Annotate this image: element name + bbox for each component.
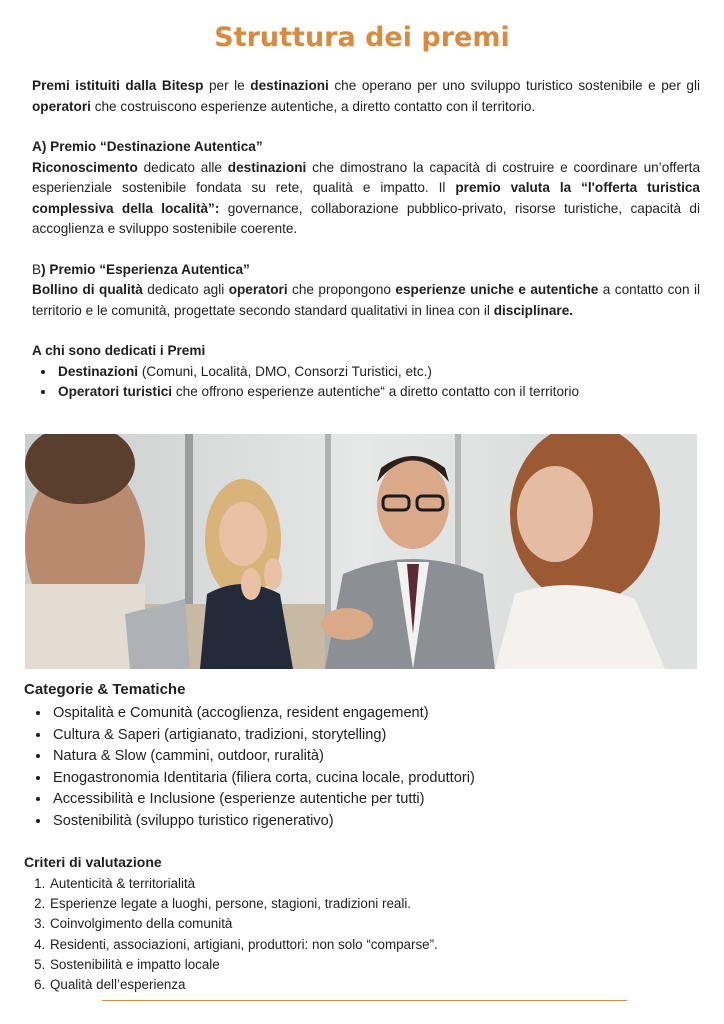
people-meeting-photo-icon xyxy=(25,434,697,669)
prize-a-heading: A) Premio “Destinazione Autentica” xyxy=(32,139,263,154)
intro-paragraph xyxy=(32,76,700,117)
list-item: 5. Sostenibilità e impatto locale xyxy=(49,955,704,975)
prize-a-bold-3: premio valuta la “l'offerta turistica complessiva della località”: xyxy=(32,180,700,216)
list-item: • Sostenibilità (sviluppo turistico rigenerativo) xyxy=(51,811,704,833)
criteria-heading: Criteri di valutazione xyxy=(24,854,162,870)
prize-b-text-3: a contatto con il territorio e le comunità, progettate secondo standard qualitativi in linea con il xyxy=(32,282,700,318)
recipient-bold: Destinazioni xyxy=(58,363,139,379)
categories-section xyxy=(24,680,704,833)
list-item: 4. Residenti, associazioni, artigiani, produttori: non solo “comparse”. xyxy=(49,935,704,955)
prize-b-bold-1: Bollino di qualità xyxy=(32,282,143,297)
intro-bold-2: destinazioni xyxy=(250,78,329,93)
prize-b-text-2: che propongono xyxy=(287,282,396,297)
prize-b-heading-rest: ) Premio “Esperienza Autentica” xyxy=(41,261,250,277)
prize-b-bold-2: operatori xyxy=(228,282,288,297)
intro-bold-3: operatori xyxy=(32,98,91,114)
categories-list xyxy=(24,703,704,833)
list-item: • Cultura & Saperi (artigianato, tradizioni, storytelling) xyxy=(51,725,704,747)
intro-section xyxy=(32,76,700,403)
footer-divider xyxy=(102,1000,627,1001)
list-item: • Natura & Slow (cammini, outdoor, ruralità) xyxy=(51,746,704,768)
categories-heading: Categorie & Tematiche xyxy=(24,681,186,698)
prize-b-paragraph xyxy=(32,280,700,321)
list-item: 3. Coinvolgimento della comunità xyxy=(49,914,704,934)
list-item: • Enogastronomia Identitaria (filiera corta, cucina locale, produttori) xyxy=(51,768,704,790)
recipient-text: (Comuni, Località, DMO, Consorzi Turistici, etc.) xyxy=(138,363,432,379)
page-title: Struttura dei premi xyxy=(214,22,510,53)
prize-a-text-1: dedicato alle xyxy=(137,159,228,175)
list-item xyxy=(56,362,700,383)
intro-text-2: che operano per uno sviluppo turistico sostenibile e per gli xyxy=(328,78,701,93)
prize-a-paragraph xyxy=(32,158,700,240)
prize-b-heading-letter: B xyxy=(32,261,42,277)
prize-b-text-1: dedicato agli xyxy=(142,282,229,297)
meeting-photo xyxy=(25,434,697,669)
intro-bold-1: Premi istituiti dalla Bitesp xyxy=(32,78,204,93)
recipient-text: che offrono esperienze autentiche“ a diretto contatto con il territorio xyxy=(172,384,580,399)
prize-a-text-2: che dimostrano la capacità di costruire e coordinare un’offerta esperienziale sostenibile fondata su rete, qualità e impatto. Il xyxy=(32,159,700,195)
recipient-bold: Operatori turistici xyxy=(58,384,173,399)
list-item: • Accessibilità e Inclusione (esperienze autentiche per tutti) xyxy=(51,789,704,811)
list-item xyxy=(56,382,700,403)
intro-text-1: per le xyxy=(203,78,251,93)
recipients-list xyxy=(32,362,700,403)
criteria-section xyxy=(24,852,704,995)
list-item: 2. Esperienze legate a luoghi, persone, stagioni, tradizioni reali. xyxy=(49,894,704,914)
prize-b-bold-4: disciplinare. xyxy=(493,302,574,318)
recipients-heading: A chi sono dedicati i Premi xyxy=(32,343,206,358)
list-item: 6. Qualità dell’esperienza xyxy=(49,975,704,995)
intro-text-3: che costruiscono esperienze autentiche, a diretto contatto con il territorio. xyxy=(90,98,536,114)
prize-b-heading xyxy=(32,260,700,281)
prize-a-text-3: governance, collaborazione pubblico-privato, risorse turistiche, capacità di accoglienza e sviluppo sostenibile coerente. xyxy=(32,200,700,236)
prize-a-bold-1: Riconoscimento xyxy=(32,159,138,175)
criteria-list xyxy=(24,874,704,995)
list-item: • Ospitalità e Comunità (accoglienza, resident engagement) xyxy=(51,703,704,725)
prize-a-bold-2: destinazioni xyxy=(227,159,307,175)
prize-b-bold-3: esperienze uniche e autentiche xyxy=(395,282,599,297)
list-item: 1. Autenticità & territorialità xyxy=(49,874,704,894)
